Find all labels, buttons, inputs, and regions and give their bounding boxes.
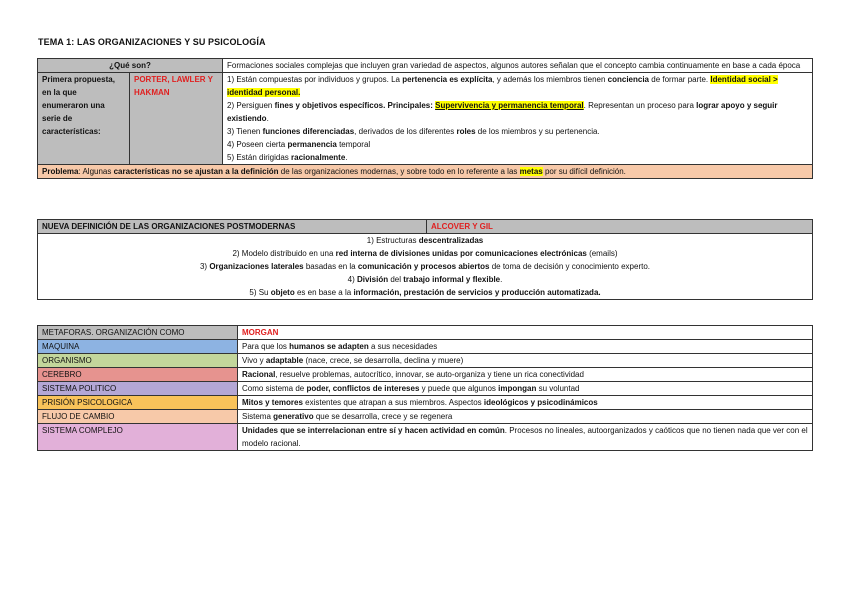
table-row: [38, 59, 813, 73]
table-row: [38, 165, 813, 179]
list-item: 2) Modelo distribuido en una red interna de divisiones unidas por comunicaciones electrónicas (emails): [232, 249, 618, 258]
metaphor-desc: Sistema generativo que se desarrolla, crece y se regenera: [238, 410, 813, 424]
list-item: 5) Están dirigidas racionalmente.: [227, 153, 348, 162]
metaphor-label: MAQUINA: [38, 340, 238, 354]
table-row: [38, 73, 813, 165]
postmodern-list: [38, 234, 813, 300]
list-item: 1) Estructuras descentralizadas: [366, 236, 484, 245]
definition-table: [37, 58, 813, 179]
table-row: [38, 340, 813, 354]
problem-note: Problema: Algunas características no se ajustan a la definición de las organizaciones modernas, y sobre todo en lo referente a las metas por su difícil definición.: [38, 165, 813, 179]
authors-cell: PORTER, LAWLER Y HAKMAN: [130, 73, 223, 165]
metaphors-table: [37, 325, 813, 451]
page-title: TEMA 1: LAS ORGANIZACIONES Y SU PSICOLOGÍA: [38, 37, 266, 47]
table-row: [38, 396, 813, 410]
header-text: Formaciones sociales complejas que incluyen gran variedad de aspectos, algunos autores señalan que el concepto cambia continuamente en base a cada época: [223, 59, 813, 73]
postmodern-table: [37, 219, 813, 300]
characteristics-list: [223, 73, 813, 165]
metaphor-desc: Racional, resuelve problemas, autocrítico, innovar, se auto-organiza y tiene un rica conectividad: [238, 368, 813, 382]
header-label: METAFORAS. ORGANIZACIÓN COMO: [38, 326, 238, 340]
authors-cell: ALCOVER Y GIL: [427, 220, 813, 234]
table-row: [38, 234, 813, 300]
metaphor-desc: Unidades que se interrelacionan entre sí y hacen actividad en común. Procesos no lineales, autoorganizados y caóticos que no tienen nada que ver con el modelo racional.: [238, 424, 813, 451]
list-item: 1) Están compuestas por individuos y grupos. La pertenencia es explícita, y además los miembros tienen conciencia de formar parte. Identidad social > identidad personal.: [227, 75, 778, 97]
table-row: [38, 354, 813, 368]
metaphor-desc: Como sistema de poder, conflictos de intereses y puede que algunos impongan su voluntad: [238, 382, 813, 396]
table-row: [38, 220, 813, 234]
list-item: 3) Organizaciones laterales basadas en la comunicación y procesos abiertos de toma de decisión y conocimiento experto.: [199, 262, 651, 271]
list-item: 4) Poseen cierta permanencia temporal: [227, 140, 371, 149]
metaphor-label: ORGANISMO: [38, 354, 238, 368]
metaphor-desc: Para que los humanos se adapten a sus necesidades: [238, 340, 813, 354]
header-label: ¿Qué son?: [38, 59, 223, 73]
left-label: Primera propuesta, en la que enumeraron una serie de características:: [38, 73, 130, 165]
authors-cell: MORGAN: [238, 326, 813, 340]
table-row: [38, 382, 813, 396]
metaphor-label: SISTEMA COMPLEJO: [38, 424, 238, 451]
list-item: 3) Tienen funciones diferenciadas, derivados de los diferentes roles de los miembros y su pertenencia.: [227, 127, 600, 136]
header-label: NUEVA DEFINICIÓN DE LAS ORGANIZACIONES POSTMODERNAS: [38, 220, 427, 234]
table-row: [38, 410, 813, 424]
list-item: 5) Su objeto es en base a la información, prestación de servicios y producción automatizada.: [249, 288, 601, 297]
metaphor-desc: Vivo y adaptable (nace, crece, se desarrolla, declina y muere): [238, 354, 813, 368]
list-item: 4) División del trabajo informal y flexible.: [347, 275, 503, 284]
metaphor-label: SISTEMA POLITICO: [38, 382, 238, 396]
table-row: [38, 326, 813, 340]
table-row: [38, 368, 813, 382]
metaphor-label: CEREBRO: [38, 368, 238, 382]
metaphor-desc: Mitos y temores existentes que atrapan a sus miembros. Aspectos ideológicos y psicodinámicos: [238, 396, 813, 410]
metaphor-label: PRISIÓN PSICOLOGICA: [38, 396, 238, 410]
list-item: 2) Persiguen fines y objetivos específicos. Principales: Supervivencia y permanencia temporal. Representan un proceso para lograr apoyo y seguir existiendo.: [227, 101, 778, 123]
metaphor-label: FLUJO DE CAMBIO: [38, 410, 238, 424]
table-row: [38, 424, 813, 451]
